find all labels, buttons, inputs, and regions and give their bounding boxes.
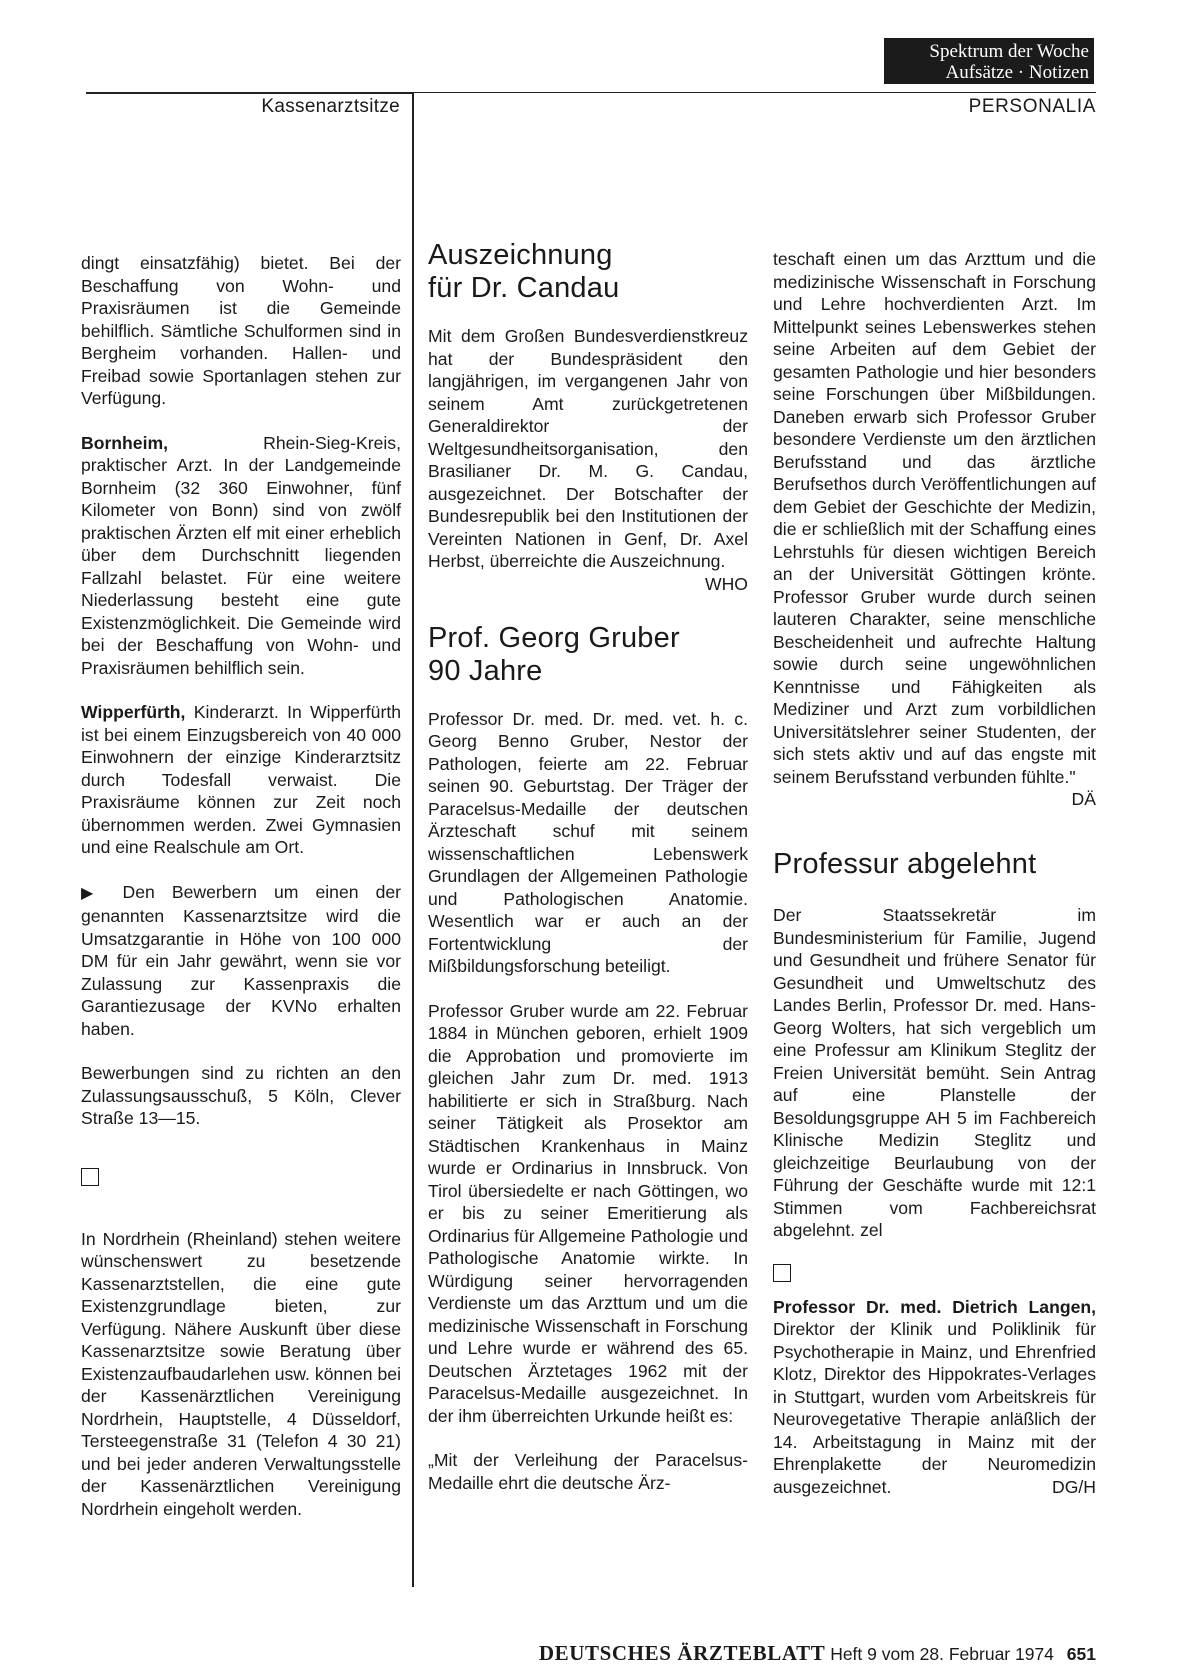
place-wipperfuerth: Wipperfürth, [81, 702, 186, 722]
paragraph-wolters [773, 904, 1096, 1242]
paragraph-umsatzgarantie [81, 881, 401, 1041]
column-right [773, 248, 1096, 1498]
paragraph-bornheim-text: Rhein-Sieg-Kreis, praktischer Arzt. In der Landgemeinde Bornheim (32 360 Einwohner, fünf Kilometer von Bonn) sind von zwölf praktischen Ärzten elf mit einer erheblich über dem Durchschnitt liegenden Fallzahl belastet. Für eine weitere Niederlassung besteht eine gute Existenzmöglichkeit. Die Gemeinde wird bei der Beschaffung von Wohn- und Praxisräumen behilflich sein. [81, 432, 401, 678]
header-rule-left [86, 92, 412, 94]
paragraph-wipperfuerth [81, 701, 401, 859]
headline-auszeichnung-line1: Auszeichnung [428, 239, 613, 271]
paragraph-nordrhein: In Nordrhein (Rheinland) stehen weitere wünschenswert zu besetzende Kassenarztstellen, die eine gute Existenzgrundlage bieten, zur Verfügung. Nähere Auskunft über diese Kassenarztsitze sowie Beratung über Existenzaufbaudarlehen usw. können bei der Kassenärztlichen Vereinigung Nordrhein, Hauptstelle, 4 Düsseldorf, Tersteegenstraße 31 (Telefon 4 30 21) und bei jeder anderen Verwaltungsstelle der Kassenärztlichen Vereinigung Nordrhein eingeholt werden. [81, 1228, 401, 1519]
paragraph-candau [428, 325, 748, 594]
paragraph-bewerbungen: Bewerbungen sind zu richten an den Zulassungsausschuß, 5 Köln, Clever Straße 13—15. [81, 1063, 401, 1128]
name-langen: Professor Dr. med. Dietrich Langen, [773, 1296, 1096, 1317]
section-badge [884, 38, 1094, 84]
signature-dgh: DG/H [1052, 1476, 1096, 1497]
header-rule-right [414, 92, 1096, 93]
paragraph-langen [773, 1296, 1096, 1499]
badge-line-2: Aufsätze · Notizen [945, 62, 1089, 83]
paragraph-gruber-career: Professor Gruber wurde am 22. Februar 1884 in München geboren, erhielt 1909 die Approbation und promovierte im gleichen Jahr zum Dr. med. 1913 habilitierte er sich in Straßburg. Nach seiner Tätigkeit als Prosektor am Städtischen Krankenhaus in Mainz wurde er Ordinarius in Innsbruck. Von Tirol übersiedelte er nach Göttingen, wo er bis zu seiner Emeritierung als Ordinarius für Allgemeine Pathologie und Pathologische Anatomie wirkte. In Würdigung seiner hervorragenden Verdienste um das Arzttum und um die medizinische Wissenschaft in Forschung und Lehre wurde er während des 65. Deutschen Ärztetages 1962 mit der Paracelsus-Medaille ausgezeichnet. In der ihm überreichten Urkunde heißt es: [428, 1000, 748, 1426]
paragraph-wipperfuerth-text: Kinderarzt. In Wipperfürth ist bei einem Einzugsbereich von 40 000 Einwohnern der einzige Kinderarztsitz durch Todesfall verwaist. Die Praxisräume können zur Zeit noch übernommen werden. Zwei Gymnasien und eine Realschule am Ort. [81, 702, 401, 857]
signature-who: WHO [705, 573, 748, 594]
headline-gruber [428, 622, 748, 688]
column-middle [428, 239, 748, 1494]
arrow-icon: ▶ [81, 884, 106, 902]
place-bornheim: Bornheim, [81, 432, 168, 453]
headline-gruber-line1: Prof. Georg Gruber [428, 621, 680, 654]
column-divider [412, 92, 414, 1587]
signature-zel: zel [860, 1220, 883, 1240]
paragraph-bergheim-cont: dingt einsatzfähig) bietet. Bei der Beschaffung von Wohn- und Praxisräumen ist die Gemeinde behilflich. Sämtliche Schulformen sind in Bergheim vorhanden. Hallen- und Freibad sowie Sportanlagen stehen zur Verfügung. [81, 253, 401, 408]
headline-professur: Professur abgelehnt [773, 848, 1037, 880]
journal-name: DEUTSCHES ÄRZTEBLATT [538, 1641, 826, 1665]
badge-line-1: Spektrum der Woche [929, 41, 1089, 62]
signature-dae: DÄ [1071, 789, 1096, 809]
paragraph-bornheim [81, 432, 401, 680]
paragraph-gruber-quote-cont [773, 248, 1096, 809]
section-end-box-icon [81, 1168, 99, 1186]
page-number: 651 [1066, 1644, 1096, 1664]
headline-auszeichnung-line2: für Dr. Candau [428, 272, 620, 304]
section-end-box-icon [773, 1264, 791, 1282]
rubric-kassenarztsitze: Kassenarztsitze [261, 96, 400, 117]
paragraph-wolters-text: Der Staatssekretär im Bundesministerium für Familie, Jugend und Gesundheit und frühere Senator für Gesundheit und Umweltschutz des Landes Berlin, Professor Dr. med. Hans-Georg Wolters, hat sich vergeblich um eine Professur am Klinikum Steglitz der Freien Universität bemüht. Sein Antrag auf eine Planstelle der Besoldungsgruppe AH 5 im Fachbereich Klinische Medizin Steglitz und gleichzeitige Beurlaubung von der Führung der Geschäfte wurde mit 12:1 Stimmen vom Fachbereichsrat abgelehnt. [773, 905, 1096, 1240]
page-footer [86, 1641, 1096, 1666]
paragraph-gruber-intro: Professor Dr. med. Dr. med. vet. h. c. Georg Benno Gruber, Nestor der Pathologen, feierte am 22. Februar seinen 90. Geburtstag. Der Träger der Paracelsus-Medaille der deutschen Ärzteschaft schuf mit seinem wissenschaftlichen Lebenswerk Grundlagen der Allgemeinen Pathologie und Pathologischen Anatomie. Wesentlich war er auch an der Fortentwicklung der Mißbildungsforschung beteiligt. [428, 708, 748, 976]
issue-info: Heft 9 vom 28. Februar 1974 [830, 1644, 1054, 1664]
paragraph-gruber-quote: „Mit der Verleihung der Paracelsus-Medaille ehrt die deutsche Ärz- [428, 1450, 748, 1493]
paragraph-gruber-quote-cont-text: teschaft einen um das Arzttum und die medizinische Wissenschaft in Forschung und Lehre hochverdienten Arzt. Im Mittelpunkt seines Lebenswerkes stehen seine Arbeiten auf dem Gebiet der gesamten Pathologie und hier besonders seine Forschungen über Mißbildungen. Daneben erwarb sich Professor Gruber besondere Verdienste um den ärztlichen Berufsstand und das ärztliche Berufsethos durch Veröffentlichungen auf dem Gebiet der Geschichte der Medizin, die er schließlich mit der Schaffung eines Lehrstuhls für diesen wichtigen Bereich an der Universität Göttingen krönte. Professor Gruber wurde durch seinen lauteren Charakter, seine menschliche Bescheidenheit und aufrechte Haltung sowie durch seine ungewöhnlichen Kenntnisse und Fähigkeiten als Mediziner und Arzt zum vorbildlichen Universitätslehrer seiner Studenten, der sich stets aktiv und auf das engste mit seinem Berufsstand verbunden fühlte." [773, 249, 1096, 787]
paragraph-umsatzgarantie-text: Den Bewerbern um einen der genannten Kassenarztsitze wird die Umsatzgarantie in Höhe von 100 000 DM für ein Jahr gewährt, wenn sie vor Zulassung zur Kassenpraxis die Garantiezusage der KVNo erhalten haben. [81, 881, 401, 1039]
paragraph-candau-text: Mit dem Großen Bundesverdienstkreuz hat der Bundespräsident den langjährigen, im vergangenen Jahr von seinem Amt zurückgetretenen Generaldirektor der Weltgesundheitsorganisation, den Brasilianer Dr. M. G. Candau, ausgezeichnet. Der Botschafter der Bundesrepublik bei den Institutionen der Vereinten Nationen in Genf, Dr. Axel Herbst, überreichte die Auszeichnung. [428, 326, 748, 571]
column-left [81, 252, 401, 1520]
rubric-personalia: PERSONALIA [968, 96, 1096, 117]
headline-auszeichnung [428, 239, 748, 305]
headline-gruber-line2: 90 Jahre [428, 654, 543, 687]
paragraph-langen-text: Direktor der Klinik und Poliklinik für Psychotherapie in Mainz, und Ehrenfried Klotz, Direktor des Hippokrates-Verlages in Stuttgart, wurden vom Arbeitskreis für Neurovegetative Therapie anläßlich der 14. Arbeitstagung in Mainz mit der Ehrenplakette der Neuromedizin ausgezeichnet. [773, 1319, 1096, 1497]
